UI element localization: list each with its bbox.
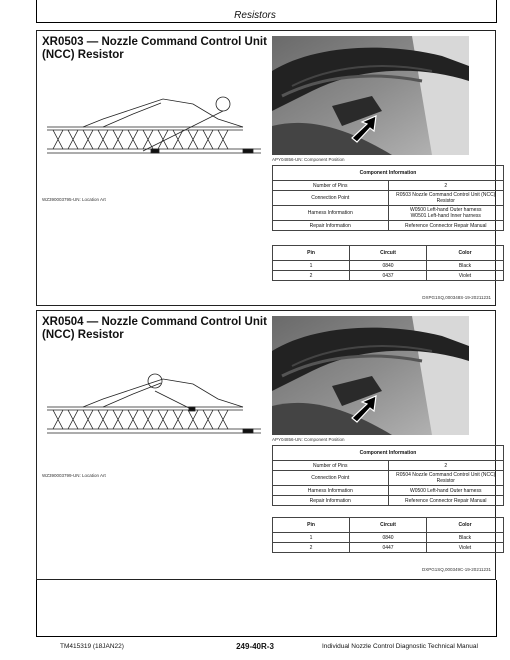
table-row: Harness Information W0500 Left-hand Outer harness [273,486,504,496]
page-border-right [496,580,497,636]
page-number: 249-40R-3 [236,642,274,651]
photo-caption: APY04856-UN: Component Position [272,437,345,442]
table-row: Number of Pins 2 [273,461,504,471]
component-info-table [272,165,504,231]
component-photo [272,316,469,435]
page-border-left [36,580,37,636]
table-row: 1 0840 Black [273,533,504,543]
table-row: Connection Point R0504 Nozzle Command Control Unit (NCC) Resistor [273,471,504,486]
header-rule [36,22,497,23]
location-caption: WZ390003795-UN: Location Art [42,197,106,202]
table-row: Number of Pins 2 [273,181,504,191]
component-photo [272,36,469,155]
doc-id: DXPG1SQ,000349C-19-20211231 [422,567,491,572]
section-xr0504 [36,310,496,580]
footer-manual-title: Individual Nozzle Control Diagnostic Technical Manual [322,643,478,650]
footer-rule [36,636,497,637]
pin-table: Pin Circuit Color 1 0840 Black 2 0447 Violet [272,517,504,553]
section-xr0503 [36,30,496,306]
photo-caption: APY04856-UN: Component Position [272,157,345,162]
table-row: 2 0437 Violet [273,271,504,281]
info-table-header: Component Information [273,446,504,461]
page-title: Resistors [234,10,276,21]
component-info-table [272,445,504,506]
table-row: Harness Information W0500 Left-hand Outer harness W0501 Left-hand Inner harness [273,206,504,221]
section-title: XR0503 — Nozzle Command Control Unit (NCC) Resistor [42,36,267,61]
section-title: XR0504 — Nozzle Command Control Unit (NCC) Resistor [42,316,267,341]
table-row: Repair Information Reference Connector Repair Manual [273,496,504,506]
footer-doc-number: TM415319 (18JAN22) [60,643,124,650]
table-row: Connection Point R0503 Nozzle Command Control Unit (NCC) Resistor [273,191,504,206]
location-caption: WZ390003799-UN: Location Art [42,473,106,478]
table-row: Repair Information Reference Connector Repair Manual [273,221,504,231]
pin-table: Pin Circuit Color 1 0840 Black 2 0437 Violet [272,245,504,281]
info-table-header: Component Information [273,166,504,181]
doc-id: DXPG1SQ,000348S-19-20211231 [422,295,491,300]
table-row: 2 0447 Violet [273,543,504,553]
location-art-image [43,89,265,165]
location-art-image [43,369,265,445]
table-row: 1 0840 Black [273,261,504,271]
